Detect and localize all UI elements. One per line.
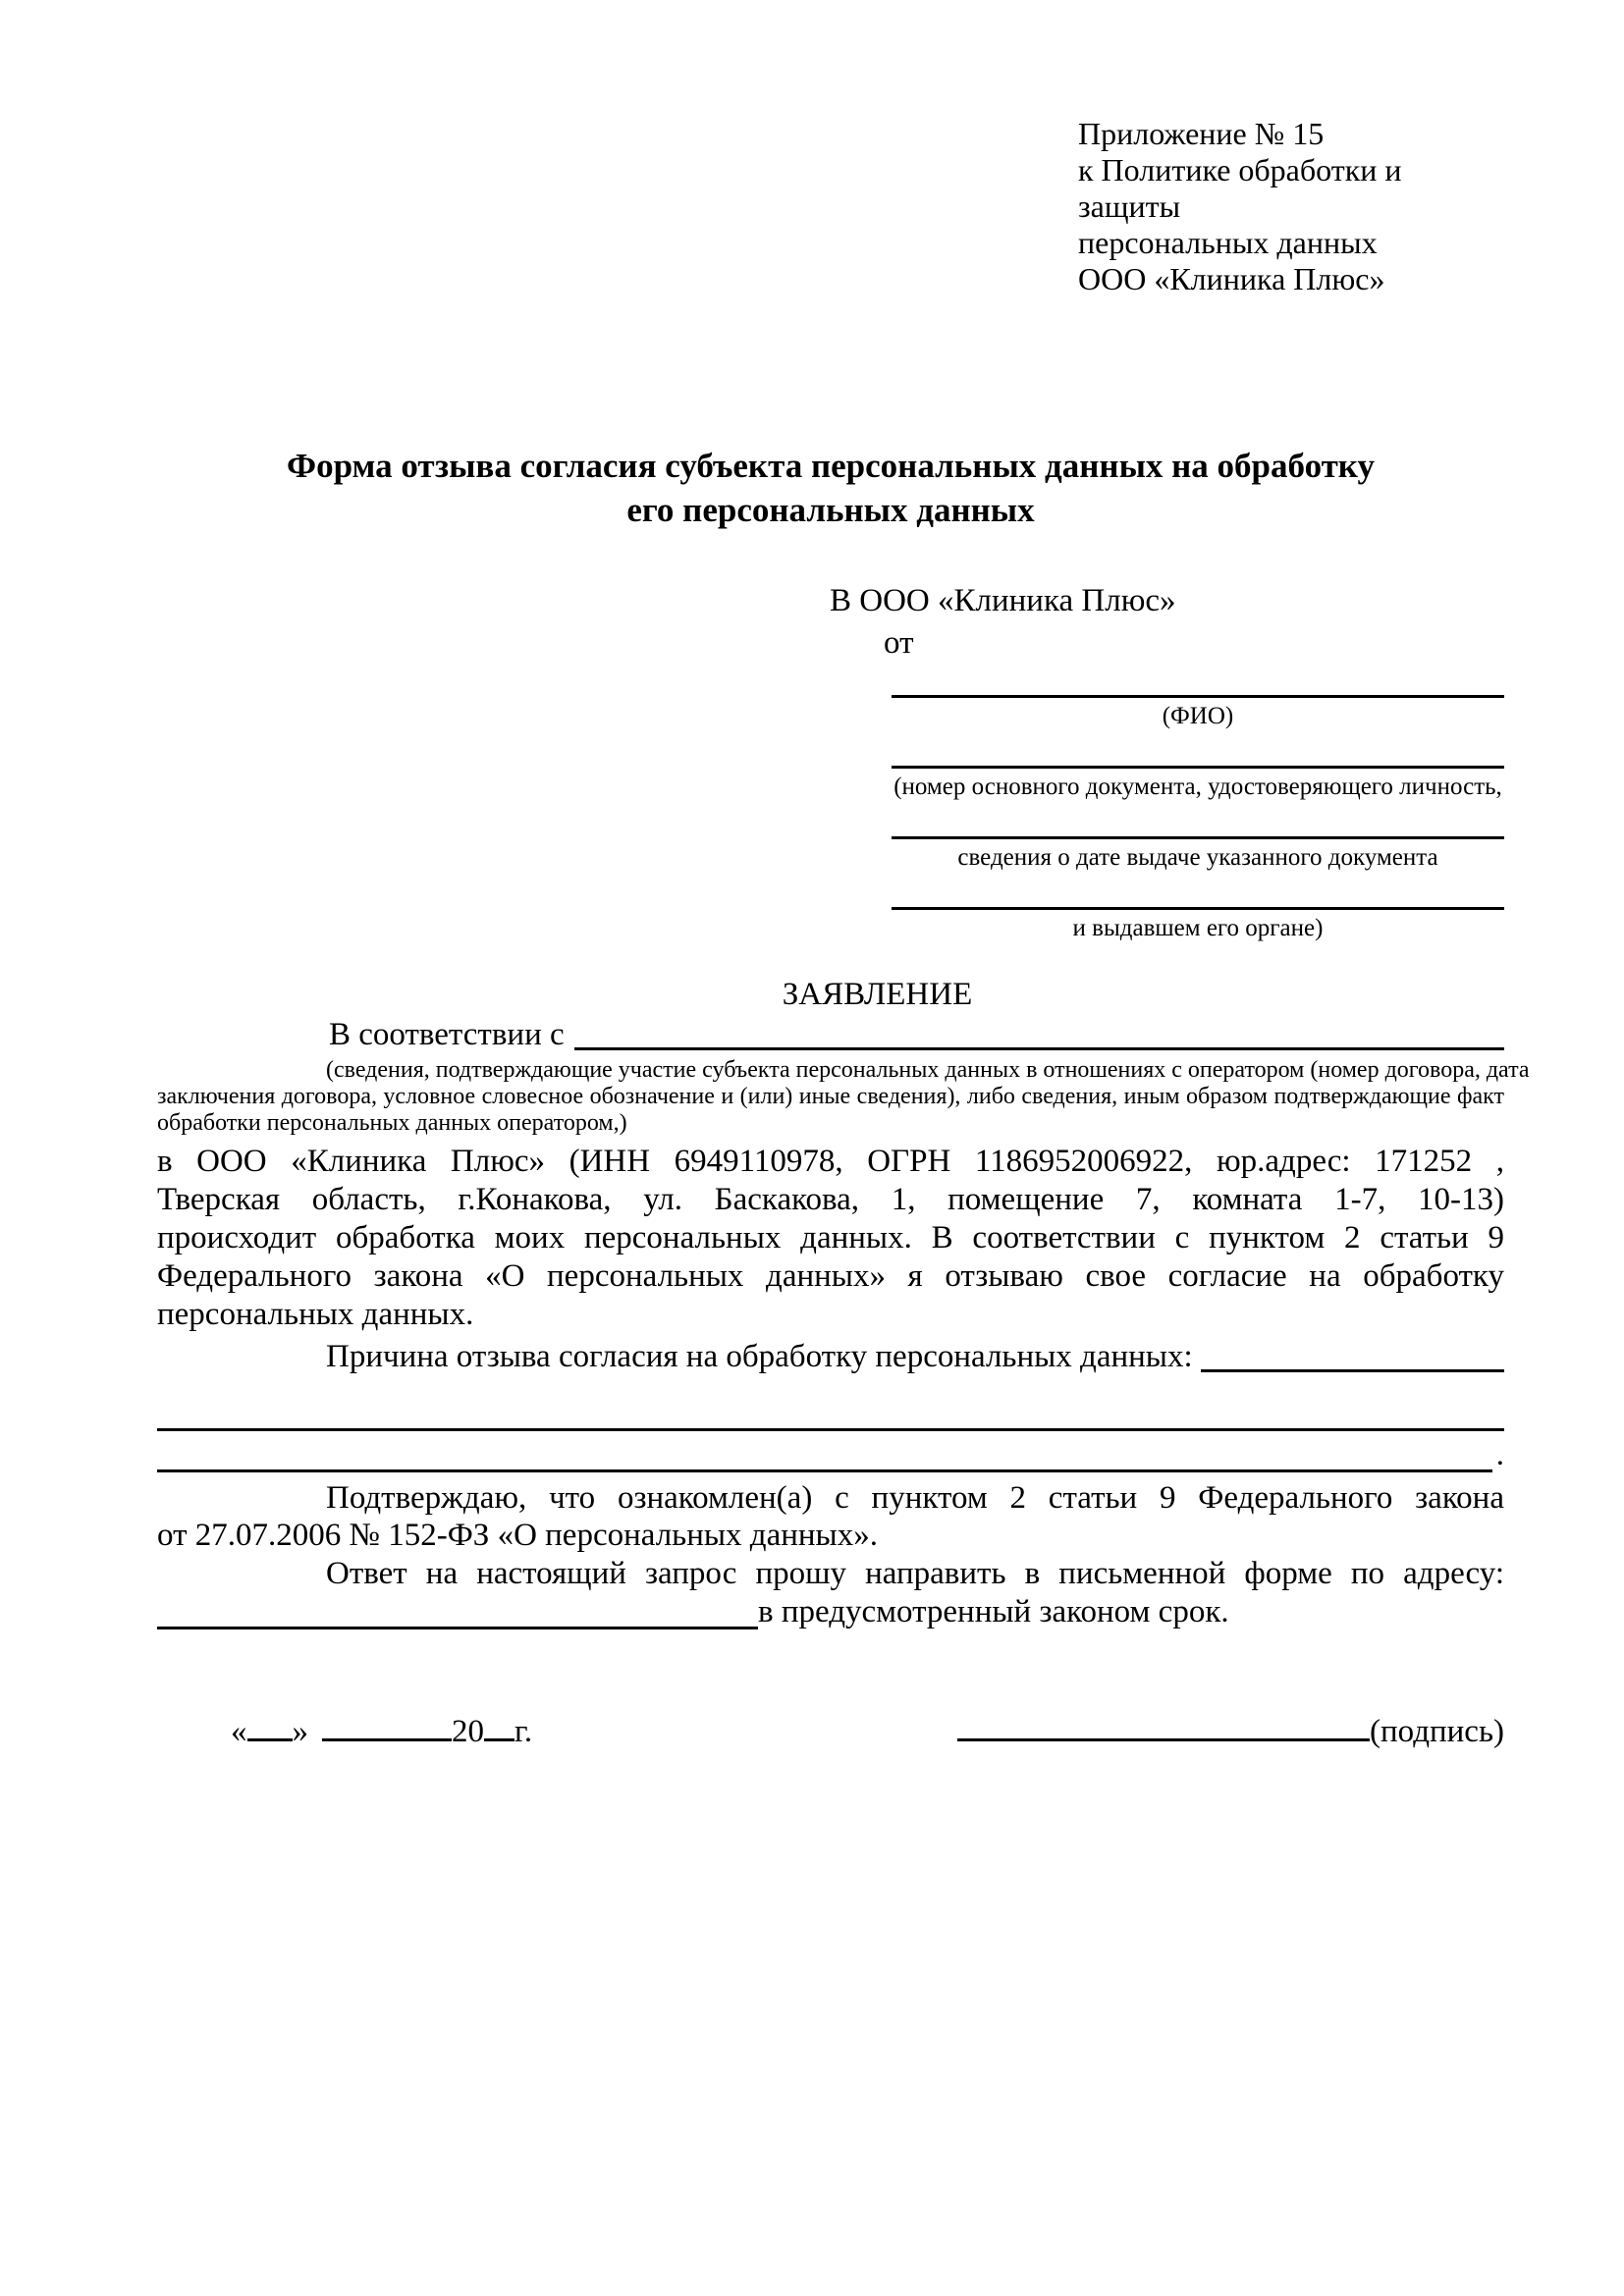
reply-address-row xyxy=(157,1593,1504,1634)
issuing-authority-field xyxy=(892,876,1504,946)
document-number-field-label: (номер основного документа, удостоверяющего личность, xyxy=(893,773,1502,800)
document-title-line-2: его персональных данных xyxy=(626,491,1035,530)
blank-fill-line xyxy=(157,1436,1492,1472)
confirmation-line: от 27.07.2006 № 152-ФЗ «О персональных данных». xyxy=(157,1518,878,1554)
accordance-row xyxy=(157,1016,1504,1055)
document-title-line-1: Форма отзыва согласия субъекта персональных данных на обработку xyxy=(287,446,1375,485)
reason-blank-line-1 xyxy=(157,1395,1504,1436)
note-line: обработки персональных данных оператором,) xyxy=(157,1110,627,1137)
reason-blank-line-2 xyxy=(157,1436,1504,1477)
issue-date-field-label: сведения о дате выдаче указанного документа xyxy=(957,843,1438,871)
year-suffix: г. xyxy=(514,1714,533,1750)
reason-label: Причина отзыва согласия на обработку персональных данных: xyxy=(326,1338,1193,1374)
document-title xyxy=(157,444,1504,533)
note-line: (сведения, подтверждающие участие субъекта персональных данных в отношениях с оператором (номер договора, дата xyxy=(326,1056,1530,1083)
day-fill-line xyxy=(247,1738,293,1741)
fio-field-label: (ФИО) xyxy=(1162,702,1234,729)
fio-field xyxy=(892,664,1504,734)
issuing-authority-field-label: и выдавшем его органе) xyxy=(1072,914,1324,941)
fio-fill-line xyxy=(892,664,1504,698)
addressee-block xyxy=(830,582,1504,946)
addressee-to: В ООО «Клиника Плюс» xyxy=(830,582,1176,618)
body-line: происходит обработка моих персональных данных. В соответствии с пунктом 2 статьи 9 xyxy=(157,1220,1504,1256)
issue-date-field xyxy=(892,805,1504,876)
open-quote: « xyxy=(231,1714,247,1750)
body-line: персональных данных. xyxy=(157,1297,474,1332)
signature-fill-line xyxy=(957,1738,1370,1741)
blank-line-terminator: . xyxy=(1495,1436,1504,1472)
blank-fill-line xyxy=(157,1395,1504,1431)
appendix-number: Приложение № 15 xyxy=(1078,116,1325,151)
addressee-from: от xyxy=(884,625,914,662)
issue-date-fill-line xyxy=(892,805,1504,839)
signature-field xyxy=(957,1713,1504,1752)
document-number-field xyxy=(892,734,1504,805)
date-field xyxy=(157,1713,532,1752)
note-line: заключения договора, условное словесное обозначение и (или) иные сведения), либо сведения, иным образом подтверждающие факт xyxy=(157,1084,1504,1110)
reply-address-fill-line xyxy=(157,1593,758,1629)
accordance-label: В соответствии с xyxy=(329,1017,565,1053)
year-fill-line xyxy=(484,1738,514,1741)
month-fill-line xyxy=(322,1738,452,1741)
document-number-fill-line xyxy=(892,734,1504,769)
organization-name: ООО «Клиника Плюс» xyxy=(1078,261,1385,297)
signature-row xyxy=(157,1713,1504,1752)
policy-reference-line-2: персональных данных xyxy=(1078,225,1378,261)
reason-fill-line xyxy=(1201,1338,1504,1372)
policy-reference-line-1: к Политике обработки и защиты xyxy=(1078,152,1402,225)
appendix-header xyxy=(1078,116,1504,298)
statement-note xyxy=(157,1056,1530,1137)
close-quote: » xyxy=(292,1714,308,1750)
signature-label: (подпись) xyxy=(1370,1714,1504,1750)
body-line: Тверская область, г.Конакова, ул. Баскакова, 1, помещение 7, комната 1-7, 10-13) xyxy=(157,1182,1504,1218)
reply-tail-text: в предусмотренный законом срок. xyxy=(758,1594,1229,1630)
statement-heading: ЗАЯВЛЕНИЕ xyxy=(782,976,973,1012)
issuing-authority-fill-line xyxy=(892,876,1504,910)
year-prefix: 20 xyxy=(452,1714,484,1750)
accordance-fill-line xyxy=(574,1016,1504,1050)
statement-body-paragraph xyxy=(157,1143,1504,1334)
reply-request-line: Ответ на настоящий запрос прошу направить в письменной форме по адресу: xyxy=(326,1556,1504,1592)
body-line: Федерального закона «О персональных данных» я отзываю свое согласие на обработку xyxy=(157,1258,1504,1295)
confirmation-line: Подтверждаю, что ознакомлен(а) с пунктом 2 статьи 9 Федерального закона xyxy=(326,1479,1504,1516)
reason-row xyxy=(157,1338,1504,1377)
body-line: в ООО «Клиника Плюс» (ИНН 6949110978, ОГРН 1186952006922, юр.адрес: 171252 , xyxy=(157,1144,1504,1180)
confirmation-paragraph xyxy=(157,1479,1504,1556)
